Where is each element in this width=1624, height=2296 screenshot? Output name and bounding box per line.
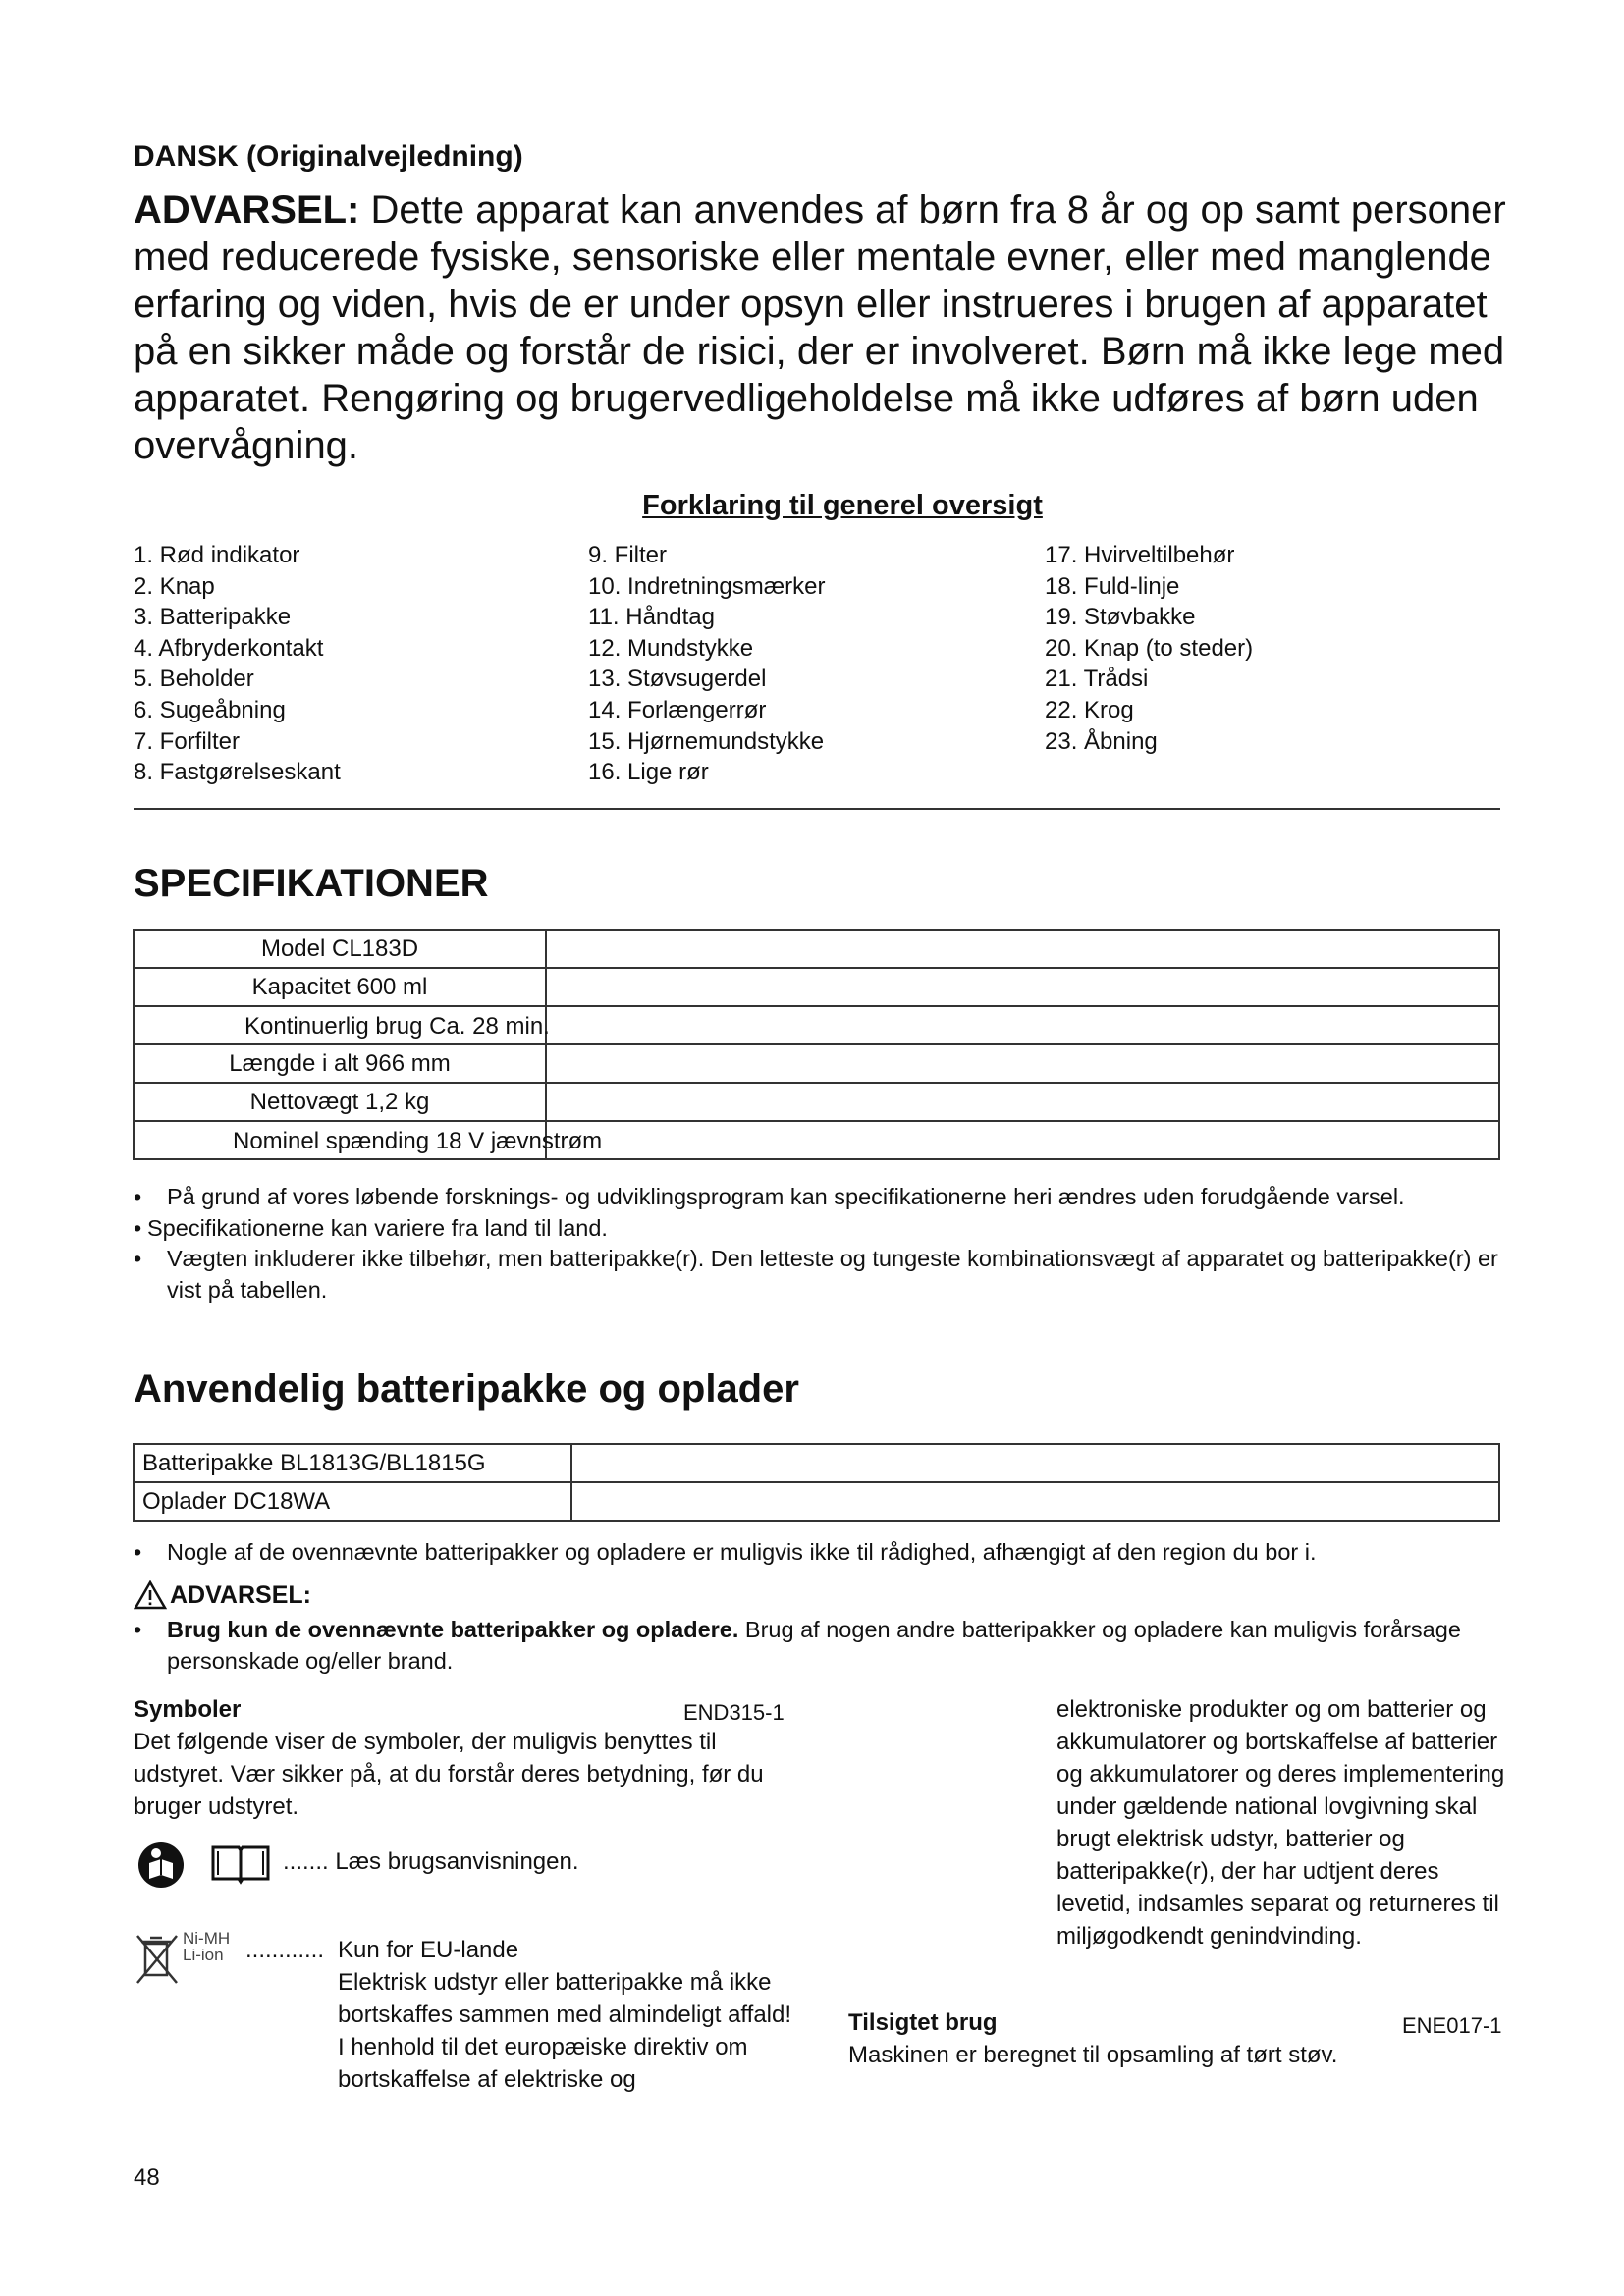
bullet-icon: •	[134, 1246, 142, 1271]
table-cell	[134, 1006, 550, 1044]
battery-warning	[134, 1615, 1503, 1677]
overview-item: 7. Forfilter	[134, 727, 241, 755]
overview-item: 3. Batteripakke	[134, 604, 292, 631]
page-number: 48	[134, 2164, 160, 2191]
spec-length: Længde i alt 966 mm	[229, 1049, 451, 1077]
specs-notes	[134, 1182, 1503, 1306]
overview-item: 17. Hvirveltilbehør	[1045, 542, 1235, 568]
spec-weight: Nettovægt 1,2 kg	[249, 1088, 430, 1115]
overview-item: 23. Åbning	[1045, 727, 1158, 755]
specs-title: SPECIFIKATIONER	[134, 862, 489, 905]
list-item	[134, 1615, 1503, 1677]
bullet-icon: •	[134, 1184, 142, 1209]
eu-dots: ............	[245, 1937, 325, 1963]
table-row	[134, 1083, 1499, 1121]
list-item	[134, 1182, 1503, 1213]
battery-table	[133, 1443, 1500, 1522]
overview-item: 11. Håndtag	[588, 604, 715, 631]
battery-type-nimh: Ni-MH	[183, 1929, 231, 1948]
intended-use-title: Tilsigtet brug	[848, 2009, 998, 2036]
overview-item: 21. Trådsi	[1045, 666, 1149, 693]
overview-item: 12. Mundstykke	[588, 634, 754, 662]
main-warning	[134, 187, 1528, 469]
overview-item: 15. Hjørnemundstykke	[588, 727, 825, 755]
overview-item: 20. Knap (to steder)	[1045, 634, 1254, 662]
overview-item: 16. Lige rør	[588, 759, 709, 786]
spec-model: Model CL183D	[260, 934, 419, 962]
battery-title: Anvendelig batteripakke og oplader	[134, 1367, 799, 1411]
warning-label: ADVARSEL:	[170, 1580, 311, 1609]
charger-cell: Oplader DC18WA	[134, 1482, 571, 1521]
table-row	[134, 1482, 1499, 1521]
main-warning-text: Dette apparat kan anvendes af børn fra 8 år og op samt personer med reducerede fysiske, sensoriske eller mentale evner, eller med manglende erfaring og viden, hvis de er under opsyn eller instrueres i brugen af apparatet på en sikker måde og forstår de risici, der er involveret. Børn må ikke lege med apparatet. Rengøring og brugervedligeholdelse må ikke udføres af børn uden overvågning.	[134, 188, 1506, 467]
intended-use-code: ENE017-1	[1402, 2013, 1502, 2038]
warning-triangle-icon	[134, 1580, 167, 1610]
overview-item: 2. Knap	[134, 572, 215, 600]
overview-item: 8. Fastgørelseskant	[134, 759, 341, 786]
list-item: • Specifikationerne kan variere fra land til land.	[134, 1213, 1503, 1245]
note-text: Specifikationerne kan variere fra land til land.	[147, 1214, 608, 1241]
overview-item: 19. Støvbakke	[1045, 604, 1196, 631]
bullet-icon: •	[134, 1617, 142, 1642]
table-row	[134, 930, 1499, 968]
specs-table	[133, 929, 1500, 1160]
table-cell	[134, 968, 546, 1006]
table-row	[134, 1006, 1499, 1044]
table-cell	[134, 1083, 546, 1121]
intended-use-text: Maskinen er beregnet til opsamling af tørt støv.	[848, 2042, 1338, 2068]
battery-note	[134, 1537, 1503, 1569]
symbols-intro: Det følgende viser de symboler, der muligvis benyttes til udstyret. Vær sikker på, at du forstår deres betydning, før du bruger udstyret.	[134, 1729, 764, 1820]
table-cell	[546, 1044, 1499, 1083]
bullet-icon: •	[134, 1539, 142, 1565]
symbols-title: Symboler	[134, 1696, 242, 1723]
overview-column-2	[588, 540, 825, 788]
overview-item: 13. Støvsugerdel	[588, 666, 767, 693]
overview-item: 6. Sugeåbning	[134, 696, 286, 723]
crossed-bin-icon	[134, 1932, 183, 1987]
battery-warning-heading	[134, 1580, 311, 1610]
table-cell	[571, 1444, 1499, 1482]
overview-column-3	[1045, 540, 1253, 757]
overview-item: 4. Afbryderkontakt	[134, 634, 324, 662]
battery-pack-cell: Batteripakke BL1813G/BL1815G	[134, 1444, 571, 1482]
table-cell	[134, 930, 546, 968]
main-warning-label: ADVARSEL:	[134, 188, 360, 232]
table-cell	[571, 1482, 1499, 1521]
table-row	[134, 968, 1499, 1006]
table-cell	[134, 1121, 603, 1159]
table-row	[134, 1044, 1499, 1083]
overview-column-1	[134, 540, 341, 788]
list-item	[134, 1244, 1503, 1306]
symbols-code: END315-1	[683, 1700, 785, 1725]
table-cell	[546, 1006, 1499, 1044]
spec-voltage: Nominel spænding 18 V jævnstrøm	[233, 1128, 603, 1154]
eu-title: Kun for EU-lande	[338, 1937, 519, 1963]
table-row	[134, 1444, 1499, 1482]
book-icon	[210, 1843, 271, 1885]
battery-type-liion: Li-ion	[183, 1946, 224, 1964]
overview-item: 10. Indretningsmærker	[588, 572, 826, 600]
note-text: Vægten inkluderer ikke tilbehør, men batteripakke(r). Den letteste og tungeste kombinationsvægt af apparatet og batteripakke(r) er vist på tabellen.	[167, 1246, 1498, 1303]
read-manual-text: ....... Læs brugsanvisningen.	[283, 1848, 579, 1875]
spec-runtime: Kontinuerlig brug Ca. 28 min.	[244, 1013, 550, 1040]
eu-block	[338, 1934, 799, 2096]
eu-text-continued: elektroniske produkter og om batterier og akkumulatorer og bortskaffelse af batterier og akkumulatorer og deres implementering under gældende national lovgivning skal brugt elektrisk udstyr, batterier og batteripakke(r), der har udtjent deres levetid, indsamles separat og returneres til miljøgodkendt genindvinding.	[1056, 1696, 1505, 1949]
overview-item: 22. Krog	[1045, 696, 1134, 723]
table-row	[134, 1121, 1499, 1159]
warning-text	[163, 1615, 1503, 1677]
overview-item: 5. Beholder	[134, 666, 254, 693]
table-cell	[546, 1083, 1499, 1121]
language-heading: DANSK (Originalvejledning)	[134, 140, 523, 173]
table-cell	[546, 1121, 1499, 1159]
overview-item: 9. Filter	[588, 542, 668, 568]
warning-rest: Brug af nogen andre batteripakker og opladere kan muligvis forårsage personskade og/eller brand.	[167, 1617, 1461, 1674]
spec-capacity: Kapacitet 600 ml	[251, 973, 428, 1000]
table-cell	[546, 968, 1499, 1006]
warning-bold: Brug kun de ovennævnte batteripakker og opladere.	[167, 1617, 739, 1642]
note-text: Nogle af de ovennævnte batteripakker og opladere er muligvis ikke til rådighed, afhængigt af den region du bor i.	[167, 1539, 1317, 1565]
table-cell	[546, 930, 1499, 968]
battery-types-label	[183, 1930, 230, 1963]
overview-item: 14. Forlængerrør	[588, 696, 767, 723]
overview-title: Forklaring til generel oversigt	[642, 490, 1043, 521]
note-text: På grund af vores løbende forsknings- og udviklingsprogram kan specifikationerne heri ændres uden forudgående varsel.	[167, 1184, 1405, 1209]
read-manual-person-icon	[137, 1836, 185, 1893]
overview-item: 1. Rød indikator	[134, 542, 300, 568]
table-cell	[134, 1044, 546, 1083]
list-item	[134, 1537, 1503, 1569]
section-divider	[134, 808, 1500, 810]
overview-item: 18. Fuld-linje	[1045, 572, 1180, 600]
eu-text: Elektrisk udstyr eller batteripakke må ikke bortskaffes sammen med almindeligt affald! I henhold til det europæiske direktiv om bortskaffelse af elektriske og	[338, 1969, 792, 2093]
